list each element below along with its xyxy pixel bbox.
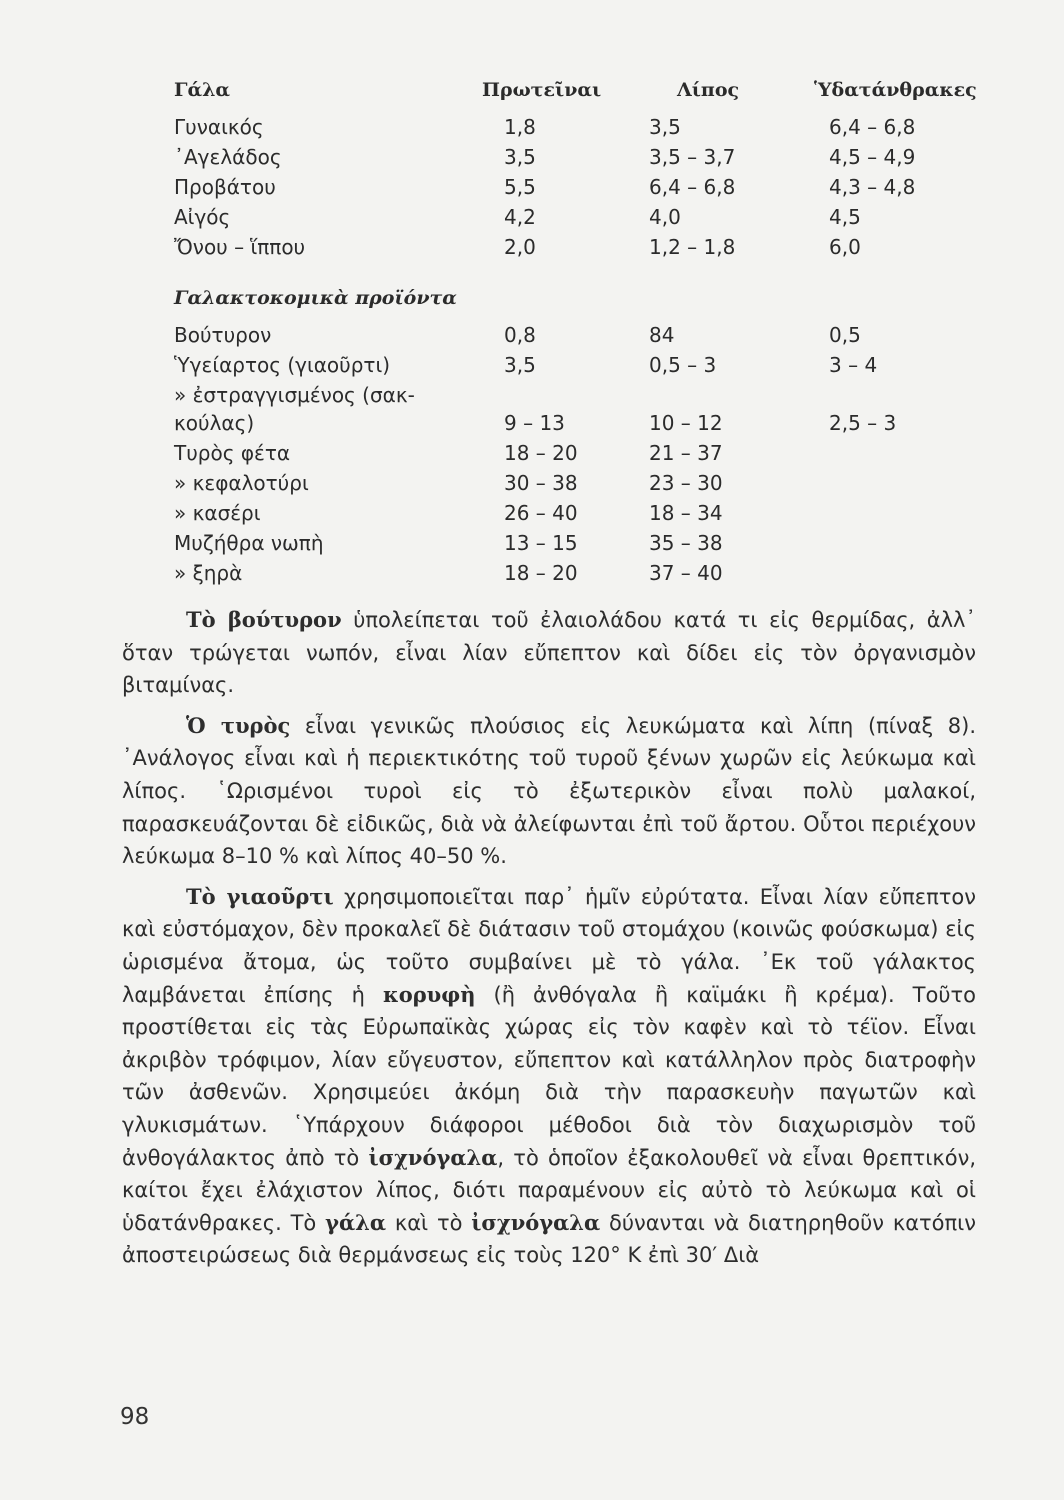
paragraph-text: ὑπολείπεται τοῦ ἐλαιολάδου κατά τι εἰς θερμίδας, ἀλλ᾿ ὅταν τρώγεται νωπόν, εἶναι λίαν εὔπεπτον καὶ δίδει εἰς τὸν ὀργανισμὸν βιταμίνας. [122, 608, 976, 698]
header-milk: Γάλα [174, 79, 231, 101]
cell-name: Μυζήθρα νωπὴ [174, 531, 324, 555]
cell-protein: 30 – 38 [504, 471, 578, 495]
header-proteins: Πρωτεῖναι [482, 79, 602, 101]
paragraph-text: (ἢ ἀνθόγαλα ἢ καϊμάκι ἢ κρέμα). Τοῦτο προστίθεται εἰς τὰς Εὐρωπαϊκὰς χώρας εἰς τὸν καφὲν καὶ τὸ τέϊον. Εἶναι ἀκριβὸν τρόφιμον, λίαν εὔγευστον, εὔπεπτον καὶ κατάλληλον πρὸς διατροφὴν τῶν ἀσθενῶν. Χρησιμεύει ἀκόμη διὰ τὴν παρασκευὴν παγωτῶν καὶ γλυκισμάτων. ῾Υπάρχουν διάφοροι μέθοδοι διὰ τὸν διαχωρισμὸν τοῦ ἀνθογάλακτος ἀπὸ τὸ [122, 982, 976, 1170]
table-row [174, 438, 934, 468]
paragraph-text: καὶ τὸ [386, 1210, 472, 1235]
bold-term: ἰσχνόγαλα [368, 1144, 498, 1170]
table-row [174, 498, 934, 528]
cell-carbs: 3 – 4 [829, 353, 878, 377]
cell-protein: 3,5 [504, 145, 536, 169]
table-row [174, 142, 934, 172]
cell-name: Ὑγείαρτος (γιαοῦρτι) [174, 353, 391, 377]
cell-fat: 4,0 [649, 205, 681, 229]
header-carbohydrates: Ὑδατάνθρακες [814, 79, 977, 101]
paragraph-text: χρησιμοποιεῖται παρ᾿ ἡμῖν εὐρύτατα. Εἶναι λίαν εὔπεπτον καὶ εὐστόμαχον, δὲν προκαλεῖ δὲ διάτασιν τοῦ στομάχου (κοινῶς φούσκωμα) εἰς ὡρισμένα ἄτομα, ὡς τοῦτο συμβαίνει μὲ τὸ γάλα. ᾿Εκ τοῦ γάλακτος λαμβάνεται ἐπίσης ἡ [122, 884, 976, 1007]
table-row [174, 380, 934, 408]
cell-name: Βούτυρον [174, 323, 272, 347]
cell-protein: 9 – 13 [504, 411, 565, 435]
cell-fat: 0,5 – 3 [649, 353, 717, 377]
table-row [174, 408, 934, 438]
bold-term: ἰσχνόγαλα [471, 1209, 601, 1235]
cell-carbs: 6,4 – 6,8 [829, 115, 916, 139]
body-text [122, 604, 976, 1280]
cell-name: Προβάτου [174, 175, 276, 199]
cell-fat: 23 – 30 [649, 471, 723, 495]
cell-name: » ἐστραγγισμένος (σακ- [174, 383, 415, 407]
cell-fat: 18 – 34 [649, 501, 723, 525]
table-header [174, 78, 977, 112]
cell-name: Αἰγός [174, 205, 231, 229]
cell-fat: 3,5 – 3,7 [649, 145, 736, 169]
table-row [174, 172, 934, 202]
paragraph-cheese [122, 710, 976, 873]
header-fat: Λίπος [677, 79, 740, 101]
cell-fat: 10 – 12 [649, 411, 723, 435]
cell-protein: 2,0 [504, 235, 536, 259]
table-row [174, 350, 934, 380]
cell-protein: 1,8 [504, 115, 536, 139]
cell-name: Τυρὸς φέτα [174, 441, 291, 465]
table-row [174, 202, 934, 232]
paragraph-yogurt [122, 881, 976, 1272]
bold-term: κορυφὴ [382, 981, 476, 1007]
cell-protein: 0,8 [504, 323, 536, 347]
cell-carbs: 4,3 – 4,8 [829, 175, 916, 199]
paragraph-butter [122, 604, 976, 702]
cell-carbs: 4,5 – 4,9 [829, 145, 916, 169]
cell-name: ᾿Αγελάδος [174, 145, 282, 169]
cell-fat: 21 – 37 [649, 441, 723, 465]
table-row [174, 528, 934, 558]
cell-fat: 3,5 [649, 115, 681, 139]
cell-protein: 3,5 [504, 353, 536, 377]
cell-protein: 4,2 [504, 205, 536, 229]
table-row [174, 558, 934, 588]
cell-name: » κασέρι [174, 501, 261, 525]
bold-term: Ὁ τυρὸς [186, 712, 291, 738]
cell-carbs: 0,5 [829, 323, 861, 347]
cell-protein: 18 – 20 [504, 561, 578, 585]
bold-term: Τὸ γιαοῦρτι [186, 883, 334, 909]
cell-protein: 13 – 15 [504, 531, 578, 555]
paragraph-text: , τὸ ὁποῖον ἐξακολουθεῖ νὰ εἶναι θρεπτικόν, καίτοι ἔχει ἐλάχιστον λίπος, διότι παραμένουν εἰς αὐτὸ τὸ λεύκωμα καὶ οἱ ὑδατάνθρακες. Τὸ [122, 1145, 976, 1235]
paragraph-text: εἶναι γενικῶς πλούσιος εἰς λευκώματα καὶ λίπη (πίναξ 8). ᾿Ανάλογος εἶναι καὶ ἡ περιεκτικότης τοῦ τυροῦ ξένων χωρῶν εἰς λεύκωμα καὶ λίπος. ῾Ωρισμένοι τυροὶ εἰς τὸ ἐξωτερικὸν εἶναι πολὺ μαλακοί, παρασκευάζονται δὲ εἰδικῶς, διὰ νὰ ἀλείφωνται ἐπὶ τοῦ ἄρτου. Οὗτοι περιέχουν λεύκωμα 8–10 % καὶ λίπος 40–50 %. [122, 713, 977, 869]
paragraph-text: δύνανται νὰ διατηρηθοῦν κατόπιν ἀποστειρώσεως διὰ θερμάνσεως εἰς τοὺς 120° K ἐπὶ 30′ Διὰ [122, 1210, 977, 1268]
bold-term: γάλα [325, 1209, 387, 1235]
cell-carbs: 6,0 [829, 235, 861, 259]
cell-carbs: 4,5 [829, 205, 861, 229]
cell-fat: 35 – 38 [649, 531, 723, 555]
cell-name: Ὄνου – ἵππου [174, 235, 306, 259]
cell-carbs: 2,5 – 3 [829, 411, 897, 435]
cell-protein: 5,5 [504, 175, 536, 199]
cell-name: » ξηρὰ [174, 561, 243, 585]
table-row [174, 320, 934, 350]
cell-fat: 1,2 – 1,8 [649, 235, 736, 259]
nutrition-table [174, 78, 977, 588]
bold-term: Τὸ βούτυρον [186, 607, 342, 632]
table-row [174, 112, 934, 142]
cell-protein: 18 – 20 [504, 441, 578, 465]
cell-name: » κεφαλοτύρι [174, 471, 309, 495]
table-row [174, 468, 934, 498]
page-number: 98 [120, 1404, 150, 1430]
cell-fat: 84 [649, 323, 675, 347]
cell-fat: 37 – 40 [649, 561, 723, 585]
cell-name: Γυναικός [174, 115, 264, 139]
table-row [174, 232, 934, 262]
dairy-products-title: Γαλακτοκομικὰ προϊόντα [174, 287, 457, 309]
cell-protein: 26 – 40 [504, 501, 578, 525]
cell-fat: 6,4 – 6,8 [649, 175, 736, 199]
cell-name: κούλας) [174, 411, 255, 435]
